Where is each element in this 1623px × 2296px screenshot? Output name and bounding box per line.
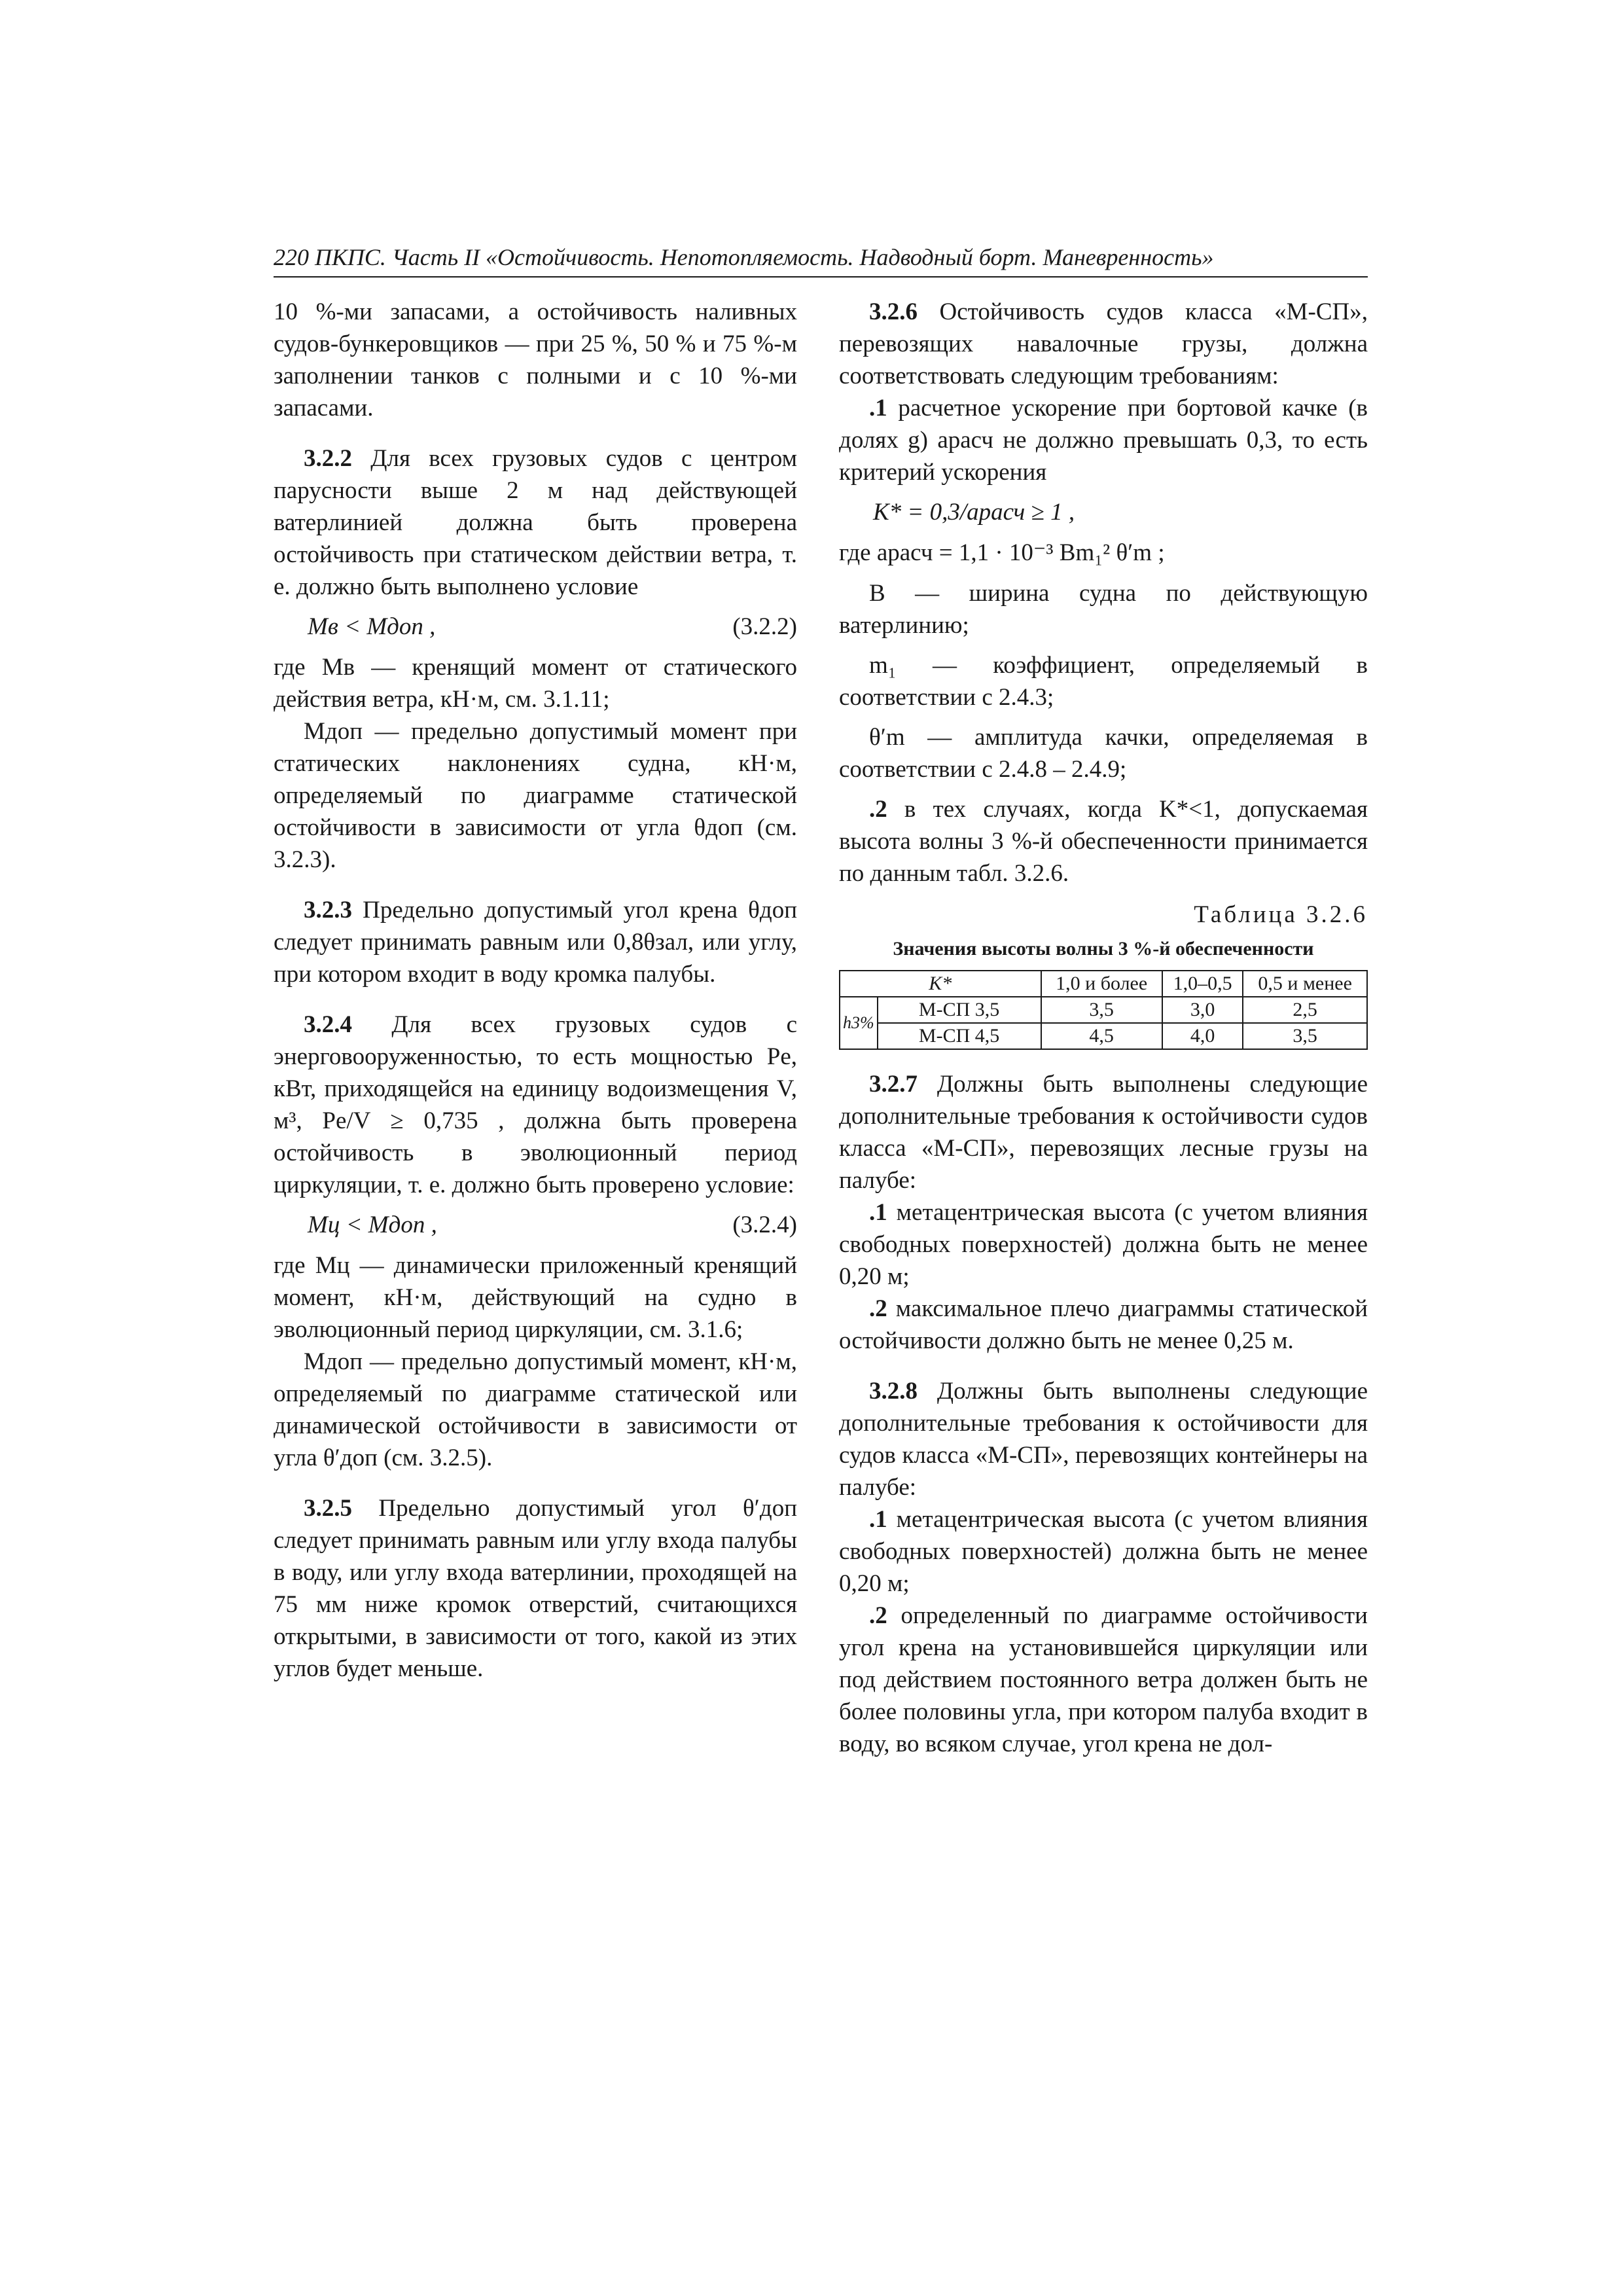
section-text: Для всех грузовых судов с энерговооруженностью, то есть мощностью Pе, кВт, приходящейся на единицу водоизмещения V, м³, Pе/V ≥ 0,735 , должна быть проверена остойчивость в эволюционный период циркуляции, т. е. должно быть проверено условие: xyxy=(274,1011,797,1198)
definition-m1: m₁ — коэффициент, определяемый в соответствии с 2.4.3; xyxy=(839,652,1368,711)
section-number: 3.2.5 xyxy=(304,1495,352,1522)
section-text: Должны быть выполнены следующие дополнительные требования к остойчивости судов класса «М-СП», перевозящих лесные грузы на палубе: xyxy=(839,1071,1368,1194)
section-text: Для всех грузовых судов с центром парусности выше 2 м над действующей ватерлинией должна быть проверена остойчивость при статическом действии ветра, т. е. должно быть выполнено условие xyxy=(274,445,797,600)
table-cell: 2,5 xyxy=(1243,997,1367,1023)
formula-acceleration xyxy=(839,533,1368,573)
item-3-2-7-2 xyxy=(839,1293,1368,1357)
table-header-cell: 0,5 и менее xyxy=(1243,971,1367,997)
definition-mc: где Mц — динамически приложенный кренящий момент, кН·м, действующий на судно в эволюционный период циркуляции, см. 3.1.6; xyxy=(274,1252,797,1343)
table-row xyxy=(840,1023,1367,1049)
definition-mdop-dynamic: Mдоп — предельно допустимый момент, кН·м, определяемый по диаграмме статической или динамической остойчивости в зависимости от угла θ′доп (см. 3.2.5). xyxy=(274,1348,797,1471)
table-cell: 3,5 xyxy=(1243,1023,1367,1049)
item-number: .2 xyxy=(869,796,887,823)
formula-acceleration-criterion xyxy=(839,492,1368,533)
section-text: Предельно допустимый угол крена θдоп следует принимать равным или 0,8θзал, или углу, при котором входит в воду кромка палубы. xyxy=(274,897,797,988)
formula-expression: где aрасч = 1,1 · 10⁻³ Bm₁² θ′m ; xyxy=(839,539,1165,566)
section-3-2-6 xyxy=(839,296,1368,392)
right-column xyxy=(839,296,1368,1760)
section-3-2-7 xyxy=(839,1068,1368,1196)
item-text: в тех случаях, когда K*<1, допускаемая высота волны 3 %-й обеспеченности принимается по данным табл. 3.2.6. xyxy=(839,796,1368,887)
section-number: 3.2.3 xyxy=(304,897,352,924)
item-number: .1 xyxy=(869,1199,887,1226)
section-number: 3.2.6 xyxy=(869,298,918,325)
section-3-2-8 xyxy=(839,1375,1368,1503)
definition-theta: θ′m — амплитуда качки, определяемая в соответствии с 2.4.8 – 2.4.9; xyxy=(839,724,1368,783)
table-row xyxy=(840,997,1367,1023)
formula-number: (3.2.4) xyxy=(732,1211,797,1238)
table-header-row xyxy=(840,971,1367,997)
definition-mv: где Mв — кренящий момент от статического действия ветра, кН·м, см. 3.1.11; xyxy=(274,654,797,713)
item-3-2-6-2 xyxy=(839,793,1368,889)
item-number: .1 xyxy=(869,1506,887,1533)
table-title: Значения высоты волны 3 %-й обеспеченности xyxy=(893,938,1314,960)
table-cell: 4,5 xyxy=(1041,1023,1162,1049)
section-3-2-5 xyxy=(274,1492,797,1685)
item-text: определенный по диаграмме остойчивости угол крена на установившейся циркуляции или под действием постоянного ветра должен быть не более половины угла, при котором палуба входит в воду, во всяком случае, угол крена не дол- xyxy=(839,1602,1368,1757)
formula-expression: Mц < Mдоп , xyxy=(308,1211,437,1238)
table-header-k: K* xyxy=(840,971,1041,997)
table-header-cell: 1,0 и более xyxy=(1041,971,1162,997)
section-number: 3.2.4 xyxy=(304,1011,352,1038)
table-cell: 3,0 xyxy=(1162,997,1243,1023)
item-text: максимальное плечо диаграммы статической остойчивости должно быть не менее 0,25 м. xyxy=(839,1295,1368,1354)
section-text: Остойчивость судов класса «М-СП», перевозящих навалочные грузы, должна соответствовать следующим требованиям: xyxy=(839,298,1368,389)
section-number: 3.2.8 xyxy=(869,1378,918,1405)
paragraph-intro: 10 %-ми запасами, а остойчивость наливных судов-бункеровщиков — при 25 %, 50 % и 75 %-м заполнении танков с полными и с 10 %-ми запасами. xyxy=(274,298,797,422)
section-3-2-2 xyxy=(274,442,797,603)
wave-height-table xyxy=(839,970,1368,1050)
item-text: метацентрическая высота (с учетом влияния свободных поверхностей) должна быть не менее 0,20 м; xyxy=(839,1199,1368,1290)
item-text: метацентрическая высота (с учетом влияния свободных поверхностей) должна быть не менее 0,20 м; xyxy=(839,1506,1368,1597)
table-row-name: М-СП 4,5 xyxy=(878,1023,1041,1049)
section-number: 3.2.2 xyxy=(304,445,352,472)
section-3-2-4 xyxy=(274,1009,797,1201)
item-3-2-8-2 xyxy=(839,1600,1368,1760)
running-header: 220 ПКПС. Часть II «Остойчивость. Непотопляемость. Надводный борт. Маневренность» xyxy=(274,243,1368,278)
definition-b: B — ширина судна по действующую ватерлинию; xyxy=(839,580,1368,639)
item-3-2-8-1 xyxy=(839,1503,1368,1600)
item-text: расчетное ускорение при бортовой качке (в долях g) aрасч не должно превышать 0,3, то есть критерий ускорения xyxy=(839,395,1368,486)
table-row-name: М-СП 3,5 xyxy=(878,997,1041,1023)
table-header-cell: 1,0–0,5 xyxy=(1162,971,1243,997)
formula-expression: K* = 0,3/aрасч ≥ 1 , xyxy=(873,499,1075,526)
table-caption: Таблица 3.2.6 xyxy=(1194,901,1368,928)
section-number: 3.2.7 xyxy=(869,1071,918,1098)
section-3-2-3 xyxy=(274,894,797,990)
formula-3-2-2 xyxy=(274,607,797,647)
formula-number: (3.2.2) xyxy=(732,613,797,640)
item-3-2-6-1 xyxy=(839,392,1368,488)
formula-3-2-4 xyxy=(274,1205,797,1246)
formula-expression: Mв < Mдоп , xyxy=(308,613,436,640)
table-row-label-h: h3% xyxy=(840,997,878,1049)
item-number: .2 xyxy=(869,1295,887,1322)
table-cell: 3,5 xyxy=(1041,997,1162,1023)
item-number: .2 xyxy=(869,1602,887,1629)
item-number: .1 xyxy=(869,395,887,422)
definition-mdop: Mдоп — предельно допустимый момент при статических наклонениях судна, кН·м, определяемый по диаграмме статической остойчивости в зависимости от угла θдоп (см. 3.2.3). xyxy=(274,718,797,873)
table-cell: 4,0 xyxy=(1162,1023,1243,1049)
item-3-2-7-1 xyxy=(839,1196,1368,1293)
section-text: Должны быть выполнены следующие дополнительные требования к остойчивости для судов класса «М-СП», перевозящих контейнеры на палубе: xyxy=(839,1378,1368,1501)
left-column xyxy=(274,296,797,1685)
section-text: Предельно допустимый угол θ′доп следует принимать равным или углу входа палубы в воду, или углу входа ватерлинии, проходящей на 75 мм ниже кромок отверстий, считающихся открытыми, в зависимости от того, какой из этих углов будет меньше. xyxy=(274,1495,797,1682)
